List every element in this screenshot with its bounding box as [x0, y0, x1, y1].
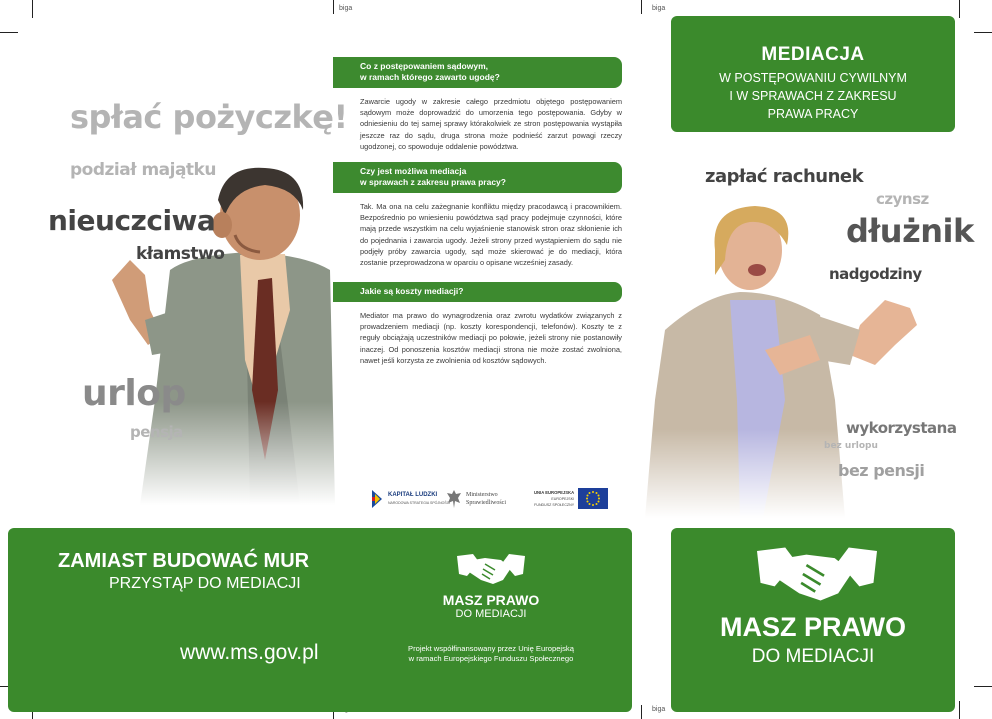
section-heading: Czy jest możliwa mediacja w sprawach z zakresu prawa pracy?	[333, 162, 622, 193]
print-mark-label: biga	[652, 5, 666, 12]
eu-flag-icon	[578, 488, 608, 509]
ministry-logo: Ministerstwo Sprawiedliwości	[446, 489, 506, 509]
bottom-right-panel	[671, 528, 955, 712]
handshake-icon	[753, 544, 881, 604]
word-klamstwo: kłamstwo	[136, 244, 225, 264]
eu-logo: UNIA EUROPEJSKA EUROPEJSKI FUNDUSZ SPOŁECZNY	[534, 488, 608, 509]
word-splac-pozyczke: spłać pożyczkę!	[70, 98, 348, 136]
title-banner	[671, 16, 955, 132]
word-podzial-majatku: podział majątku	[70, 160, 216, 180]
polish-eagle-icon	[446, 489, 462, 509]
do-mediacji-large: DO MEDIACJI	[751, 646, 875, 667]
bottom-left-panel	[8, 528, 632, 712]
do-mediacji-small: DO MEDIACJI	[455, 608, 527, 620]
word-nieuczciwa: nieuczciwa	[48, 204, 216, 237]
handshake-icon	[455, 552, 527, 586]
masz-prawo-small: MASZ PRAWO	[442, 592, 540, 608]
print-mark-label: biga	[652, 706, 666, 713]
word-pensja: pensja	[130, 423, 183, 441]
title-mediacja: MEDIACJA	[761, 44, 865, 65]
print-mark-label: biga	[339, 5, 353, 12]
headline-zamiast: ZAMIAST BUDOWAĆ MUR	[58, 550, 310, 572]
masz-prawo-large: MASZ PRAWO	[720, 612, 906, 642]
section-heading: Jakie są koszty mediacji?	[333, 282, 622, 302]
section-body: Zawarcie ugody w zakresie całego przedmiotu objętego postępowaniem sądowym może doprowadzić do umorzenia tego postępowania. Gdyby w odniesieniu do tej samej sprawy którakolwiek ze stron postępowania wystąpiła jeszcze raz do sądu, druga strona może podnieść zarzut powagi rzeczy ugodzonej, co spowoduje oddalenie powództwa.	[360, 97, 622, 151]
subline-przystap: PRZYSTĄP DO MEDIACJI	[109, 575, 301, 592]
word-bez-urlopu: bez urlopu	[824, 441, 878, 451]
word-dluznik: dłużnik	[846, 212, 974, 250]
kapital-ludzki-logo: KAPITAŁ LUDZKI NARODOWA STRATEGIA SPÓJNOŚCI	[370, 488, 450, 510]
section-heading: Co z postępowaniem sądowym, w ramach którego zawarto ugodę?	[333, 57, 622, 88]
section-body: Mediator ma prawo do wynagrodzenia oraz zwrotu wydatków związanych z prowadzeniem mediacji (np. koszty korespondencji, telefonów). Koszty te z reguły obciążają uczestników mediacji po połowie, jeżeli strony nie postanowiły inaczej. Od ponoszenia kosztów mediacji strona nie może zostać zwolniona, nawet jeśli korzysta ze zwolnienia od kosztów sądowych.	[360, 311, 622, 365]
word-zaplac-rachunek: zapłać rachunek	[705, 166, 864, 187]
title-subtitle: W POSTĘPOWANIU CYWILNYM I W SPRAWACH Z ZAKRESU PRAWA PRACY	[719, 71, 907, 121]
word-czynsz: czynsz	[876, 190, 929, 208]
kapital-ludzki-icon	[370, 488, 384, 510]
word-bez-pensji: bez pensji	[838, 461, 925, 480]
url-text: www.ms.gov.pl	[180, 641, 319, 664]
section-body: Tak. Ma ona na celu zażegnanie konfliktu między pracodawcą i pracownikiem. Bezpośrednio po wniesieniu powództwa sąd pracy podejmuje czynności, które mają przede wszystkim na celu wyjaśnienie stanowisk stron oraz skłonienie ich do pojednania i zawarcia ugody. Jeżeli strony przed wystąpieniem do sądu nie podjęły próby zawarcia ugody, sąd może skierować je do mediacji, która zostanie przeprowadzona w oparciu o opisane wcześniej zasady.	[360, 202, 622, 268]
word-urlop: urlop	[82, 373, 186, 414]
word-wykorzystana: wykorzystana	[846, 419, 957, 437]
word-nadgodziny: nadgodziny	[829, 265, 922, 283]
project-cofinanced-note: Projekt współfinansowany przez Unię Europejską w ramach Europejskiego Funduszu Społecznego	[408, 644, 574, 663]
